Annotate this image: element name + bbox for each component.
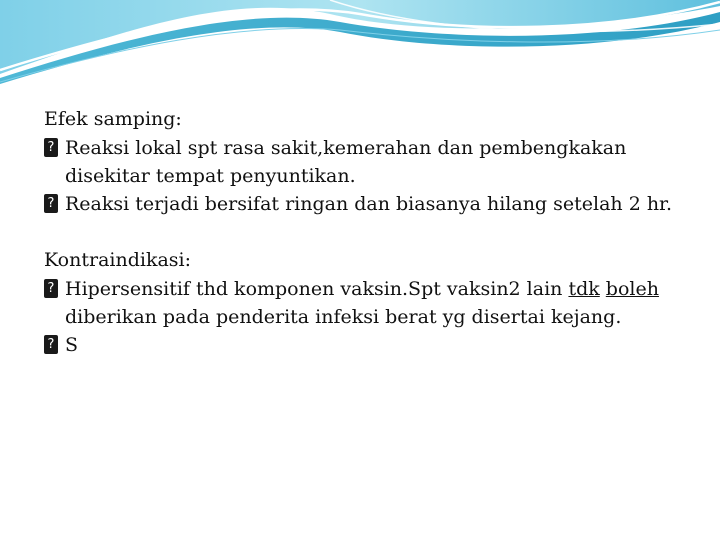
kontra-underlined-tdk: tdk <box>568 278 600 300</box>
kontra-bullet-1 <box>44 275 684 331</box>
kontraindikasi-heading: Kontraindikasi: <box>44 249 192 271</box>
missing-glyph-icon: ? <box>44 194 58 213</box>
kontra-bullet-2 <box>44 331 684 359</box>
missing-glyph-icon: ? <box>44 138 58 157</box>
slide-content <box>44 104 684 359</box>
kontra-bullet-2-text: S <box>65 334 79 356</box>
section-gap <box>44 218 684 245</box>
efek-bullet-2 <box>44 190 684 218</box>
kontra-bullet-1-text-end: diberikan pada penderita infeksi berat yg disertai kejang. <box>65 306 622 328</box>
efek-bullet-1-text: Reaksi lokal spt rasa sakit,kemerahan dan pembengkakan disekitar tempat penyuntikan. <box>65 137 627 187</box>
efek-bullet-1 <box>44 134 684 190</box>
missing-glyph-icon: ? <box>44 279 58 298</box>
efek-samping-heading: Efek samping: <box>44 108 182 130</box>
kontra-underlined-boleh: boleh <box>605 278 659 300</box>
header-swoosh <box>0 0 720 90</box>
efek-bullet-2-text: Reaksi terjadi bersifat ringan dan biasanya hilang setelah 2 hr. <box>65 193 673 215</box>
kontra-bullet-1-text: Hipersensitif thd komponen vaksin.Spt vaksin2 lain <box>65 278 569 300</box>
missing-glyph-icon: ? <box>44 335 58 354</box>
